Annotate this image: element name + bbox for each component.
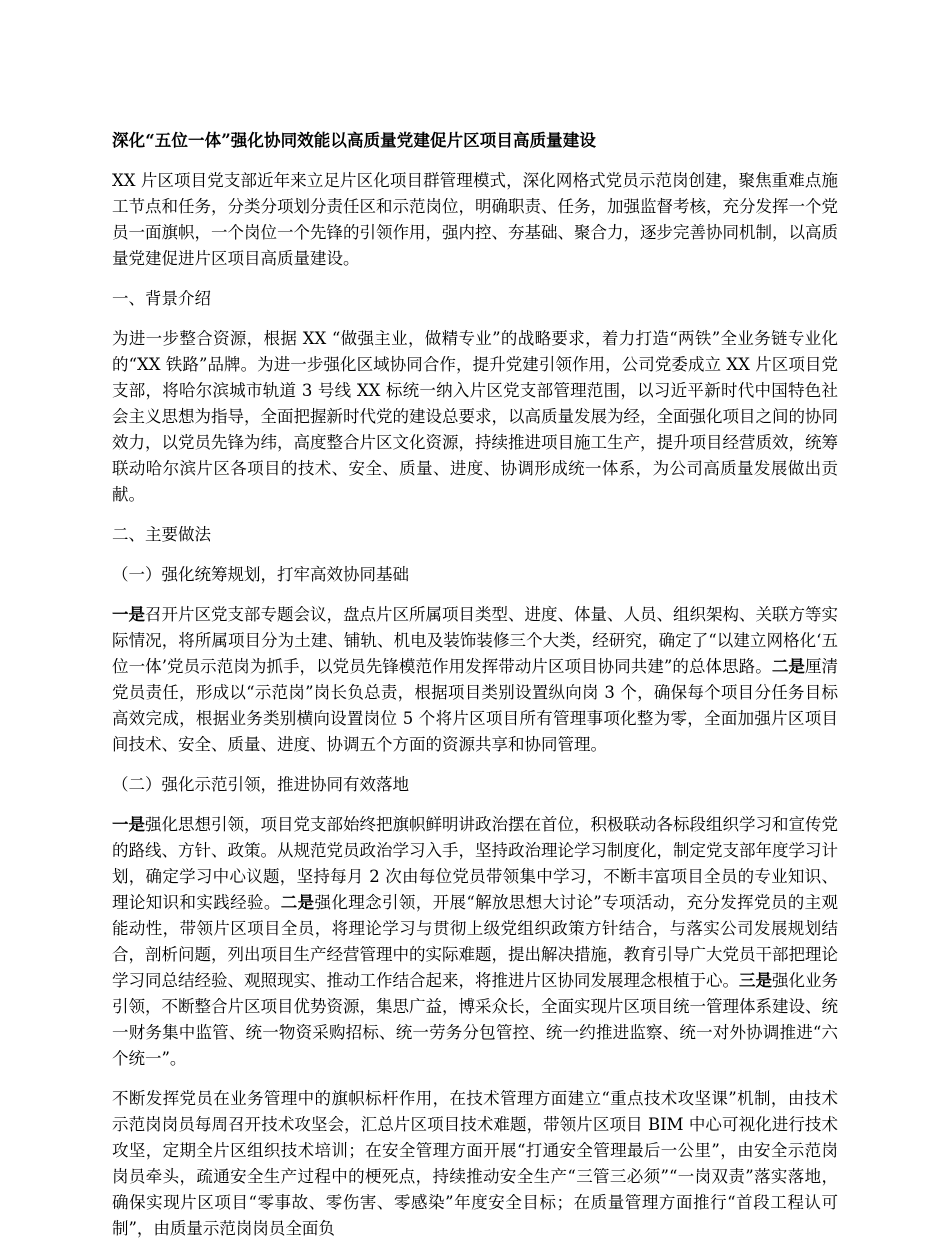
page-title: 深化“五位一体”强化协同效能以高质量党建促片区项目高质量建设	[112, 131, 596, 150]
text-run: 厘清党员责任，形成以“示范岗”岗长负总责，根据项目类别设置纵向岗 3 个，确保每个项目分任务目标高效完成，根据业务类别横向设置岗位 5 个将片区项目所有管理事项化整为零，全面加强片区项目间技术、安全、质量、进度、协调五个方面的资源共享和协同管理。	[112, 657, 839, 754]
paragraph	[112, 326, 838, 508]
section-heading	[112, 562, 838, 588]
enumeration-marker: 一是	[112, 815, 145, 834]
text-run: 强化思想引领，项目党支部始终把旗帜鲜明讲政治摆在首位，积极联动各标段组织学习和宣传党的路线、方针、政策。从规范党员政治学习入手，坚持政治理论学习制度化，制定党支部年度学习计划，确定学习中心议题，坚持每月 2 次由每位党员带领集中学习，不断丰富项目全员的专业知识、理论知识和实践经验。	[112, 815, 838, 912]
text-run: 为进一步整合资源，根据 XX “做强主业，做精专业”的战略要求，着力打造“两铁”全业务链专业化的“XX 铁路”品牌。为进一步强化区域协同合作，提升党建引领作用，公司党委成立 XX 片区项目党支部，将哈尔滨城市轨道 3 号线 XX 标统一纳入片区党支部管理范围，以习近平新时代中国特色社会主义思想为指导，全面把握新时代党的建设总要求，以高质量发展为经，全面强化项目之间的协同效力，以党员先锋为纬，高度整合片区文化资源，持续推进项目施工生产，提升项目经营质效，统筹联动哈尔滨片区各项目的技术、安全、质量、进度、协调形成统一体系，为公司高质量发展做出贡献。	[112, 329, 838, 504]
text-run: （二）强化示范引领，推进协同有效落地	[112, 775, 409, 794]
document-body	[112, 168, 838, 1242]
text-run: 强化业务引领，不断整合片区项目优势资源，集思广益，博采众长，全面实现片区项目统一管理体系建设、统一财务集中监管、统一物资采购招标、统一劳务分包管控、统一约推进监察、统一对外协调推进“六个统一”。	[112, 971, 838, 1068]
text-run: 召开片区党支部专题会议，盘点片区所属项目类型、进度、体量、人员、组织架构、关联方等实际情况，将所属项目分为土建、铺轨、机电及装饰装修三个大类，经研究，确定了“以建立网格化‘五位一体’党员示范岗为抓手，以党员先锋模范作用发挥带动片区项目协同共建”的总体思路。	[112, 605, 838, 676]
section-heading	[112, 286, 838, 312]
text-run: XX 片区项目党支部近年来立足片区化项目群管理模式，深化网格式党员示范岗创建，聚焦重难点施工节点和任务，分类分项划分责任区和示范岗位，明确职责、任务，加强监督考核，充分发挥一个党员一面旗帜，一个岗位一个先锋的引领作用，强内控、夯基础、聚合力，逐步完善协同机制，以高质量党建促进片区项目高质量建设。	[112, 171, 838, 268]
enumeration-marker: 二是	[280, 893, 315, 912]
enumeration-marker: 一是	[112, 605, 145, 624]
enumeration-marker: 三是	[739, 971, 772, 990]
paragraph	[112, 168, 838, 272]
text-run: （一）强化统筹规划，打牢高效协同基础	[112, 565, 409, 584]
section-heading	[112, 522, 838, 548]
paragraph	[112, 812, 838, 1072]
paragraph	[112, 602, 838, 758]
text-run: 不断发挥党员在业务管理中的旗帜标杆作用，在技术管理方面建立“重点技术攻坚课”机制，由技术示范岗岗员每周召开技术攻坚会，汇总片区项目技术难题，带领片区项目 BIM 中心可视化进行技术攻坚，定期全片区组织技术培训；在安全管理方面开展“打通安全管理最后一公里”，由安全示范岗岗员牵头，疏通安全生产过程中的梗死点，持续推动安全生产“三管三必须”“一岗双责”落实落地，确保实现片区项目“零事故、零伤害、零感染”年度安全目标；在质量管理方面推行“首段工程认可制”，由质量示范岗岗员全面负	[112, 1089, 838, 1238]
text-run: 一、背景介绍	[112, 289, 211, 308]
section-heading	[112, 772, 838, 798]
text-run: 强化理念引领，开展“解放思想大讨论”专项活动，充分发挥党员的主观能动性，带领片区项目全员，将理论学习与贯彻上级党组织政策方针结合，与落实公司发展规划结合，剖析问题，列出项目生产经营管理中的实际难题，提出解决措施，教育引导广大党员干部把理论学习同总结经验、观照现实、推动工作结合起来，将推进片区协同发展理念根植于心。	[112, 893, 838, 990]
enumeration-marker: 二是	[771, 657, 805, 676]
text-run: 二、主要做法	[112, 525, 211, 544]
paragraph	[112, 1086, 838, 1242]
